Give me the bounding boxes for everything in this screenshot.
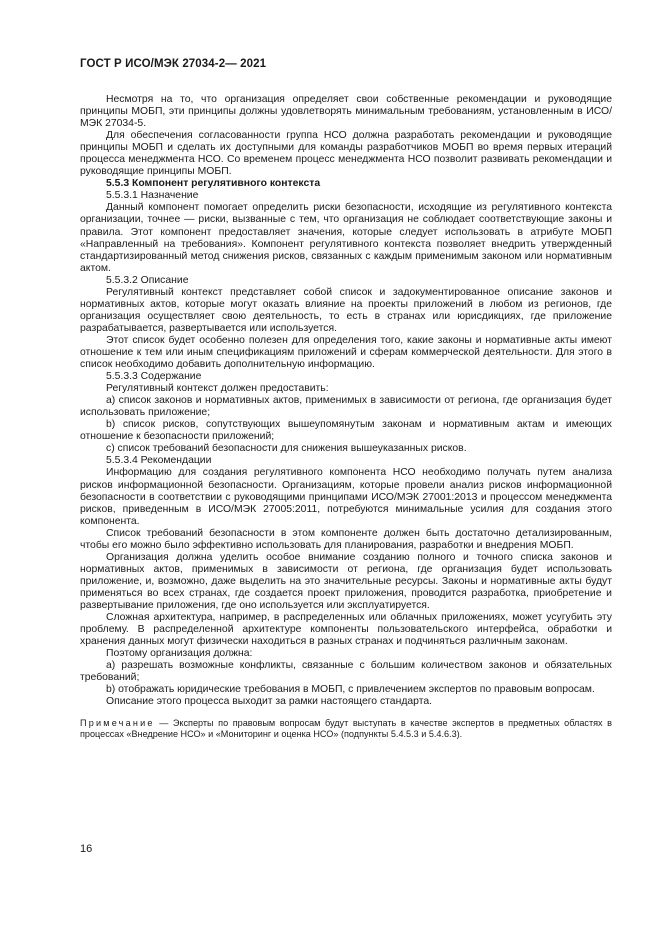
note — [80, 718, 612, 740]
paragraph: Сложная архитектура, например, в распределенных или облачных приложениях, может усугубить эту проблему. В распределенной архитектуре компоненты пользовательского интерфейса, обработки и хранения данных могут физически находиться в разных странах и подчиняться различным законам. — [80, 612, 612, 648]
paragraph: Организация должна уделить особое внимание созданию полного и точного списка законов и нормативных актов, применимых в зависимости от региона, где организация будет использовать приложение, и, возможно, даже выделить на это значительные ресурсы. Законы и нормативные акты будут применяться во всех странах, где создается проект приложения, проводится разработка, приобретение и развертывание приложения, где оно используется или эксплуатируется. — [80, 551, 612, 611]
subsection-heading: 5.5.3.1 Назначение — [106, 190, 199, 202]
subsection-heading: 5.5.3.4 Рекомендации — [106, 455, 212, 467]
document-body — [80, 94, 612, 740]
paragraph: Несмотря на то, что организация определяет свои собственные рекомендации и руководящие принципы МОБП, эти принципы должны удовлетворять минимальным требованиям, установленным в ИСО/МЭК 27034-5. — [80, 94, 612, 130]
list-item: а) разрешать возможные конфликты, связанные с большим количеством законов и обязательных требований; — [80, 660, 612, 684]
list-item: b) отображать юридические требования в МОБП, с привлечением экспертов по правовым вопросам. — [106, 684, 595, 696]
note-label: Примечание — [80, 718, 155, 729]
document-code-header: ГОСТ Р ИСО/МЭК 27034-2— 2021 — [80, 58, 267, 70]
paragraph: Информацию для создания регулятивного компонента НСО необходимо получать путем анализа рисков информационной безопасности. Организациям, которые провели анализ рисков информационной безопасности в соответствии с руководящими принципами ИСО/МЭК 27001:2013 и процессом менеджмента рисков, приведенным в ИСО/МЭК 27005:2011, потребуются минимальные усилия для создания этого компонента. — [80, 467, 612, 527]
paragraph: Список требований безопасности в этом компоненте должен быть достаточно детализированным, чтобы его можно было эффективно использовать для планирования, разработки и внедрения МОБП. — [80, 527, 612, 551]
section-heading: 5.5.3 Компонент регулятивного контекста — [106, 178, 321, 190]
subsection-heading: 5.5.3.3 Содержание — [106, 371, 202, 383]
paragraph: Поэтому организация должна: — [106, 648, 253, 660]
paragraph: Регулятивный контекст представляет собой список и задокументированное описание законов и нормативных актов, которые могут оказать влияние на проекты приложений в любом из регионов, где организация осуществляет свою деятельность, то есть в странах или юрисдикциях, где приложение разрабатывается, развертывается или используется. — [80, 286, 612, 334]
note-text: — Эксперты по правовым вопросам будут выступать в качестве экспертов в предметных областях в процессах «Внедрение НСО» и «Мониторинг и оценка НСО» (подпункты 5.4.5.3 и 5.4.6.3). — [80, 718, 612, 740]
page-number: 16 — [80, 843, 93, 855]
paragraph: Данный компонент помогает определить риски безопасности, исходящие из регулятивного контекста организации, точнее — риски, вызванные с тем, что организация не соблюдает соответствующие законы и правила. Этот компонент предоставляет значения, которые следует использовать в атрибуте МОБП «Направленный на требования». Компонент регулятивного контекста позволяет внедрить утвержденный стандартизированный метод снижения рисков, связанных с каждым применимым законом или нормативным актом. — [80, 202, 612, 274]
subsection-heading: 5.5.3.2 Описание — [106, 274, 189, 286]
list-item: с) список требований безопасности для снижения вышеуказанных рисков. — [106, 443, 467, 455]
list-item: а) список законов и нормативных актов, применимых в зависимости от региона, где организация будет использовать приложение; — [80, 395, 612, 419]
paragraph: Для обеспечения согласованности группа НСО должна разработать рекомендации и руководящие принципы МОБП и сделать их доступными для команды разработчиков МОБП во время первых итераций процесса менеджмента НСО. Со временем процесс менеджмента НСО позволит развивать рекомендации и руководящие принципы МОБП. — [80, 130, 612, 178]
paragraph: Описание этого процесса выходит за рамки настоящего стандарта. — [106, 696, 433, 708]
list-item: b) список рисков, сопутствующих вышеупомянутым законам и нормативным актам и имеющих отношение к безопасности приложений; — [80, 419, 612, 443]
paragraph: Этот список будет особенно полезен для определения того, какие законы и нормативные акты имеют отношение к тем или иным спецификациям приложений и сферам коммерческой деятельности. Для этого в список необходимо добавить дополнительную информацию. — [80, 334, 612, 371]
paragraph: Регулятивный контекст должен предоставить: — [106, 383, 329, 395]
